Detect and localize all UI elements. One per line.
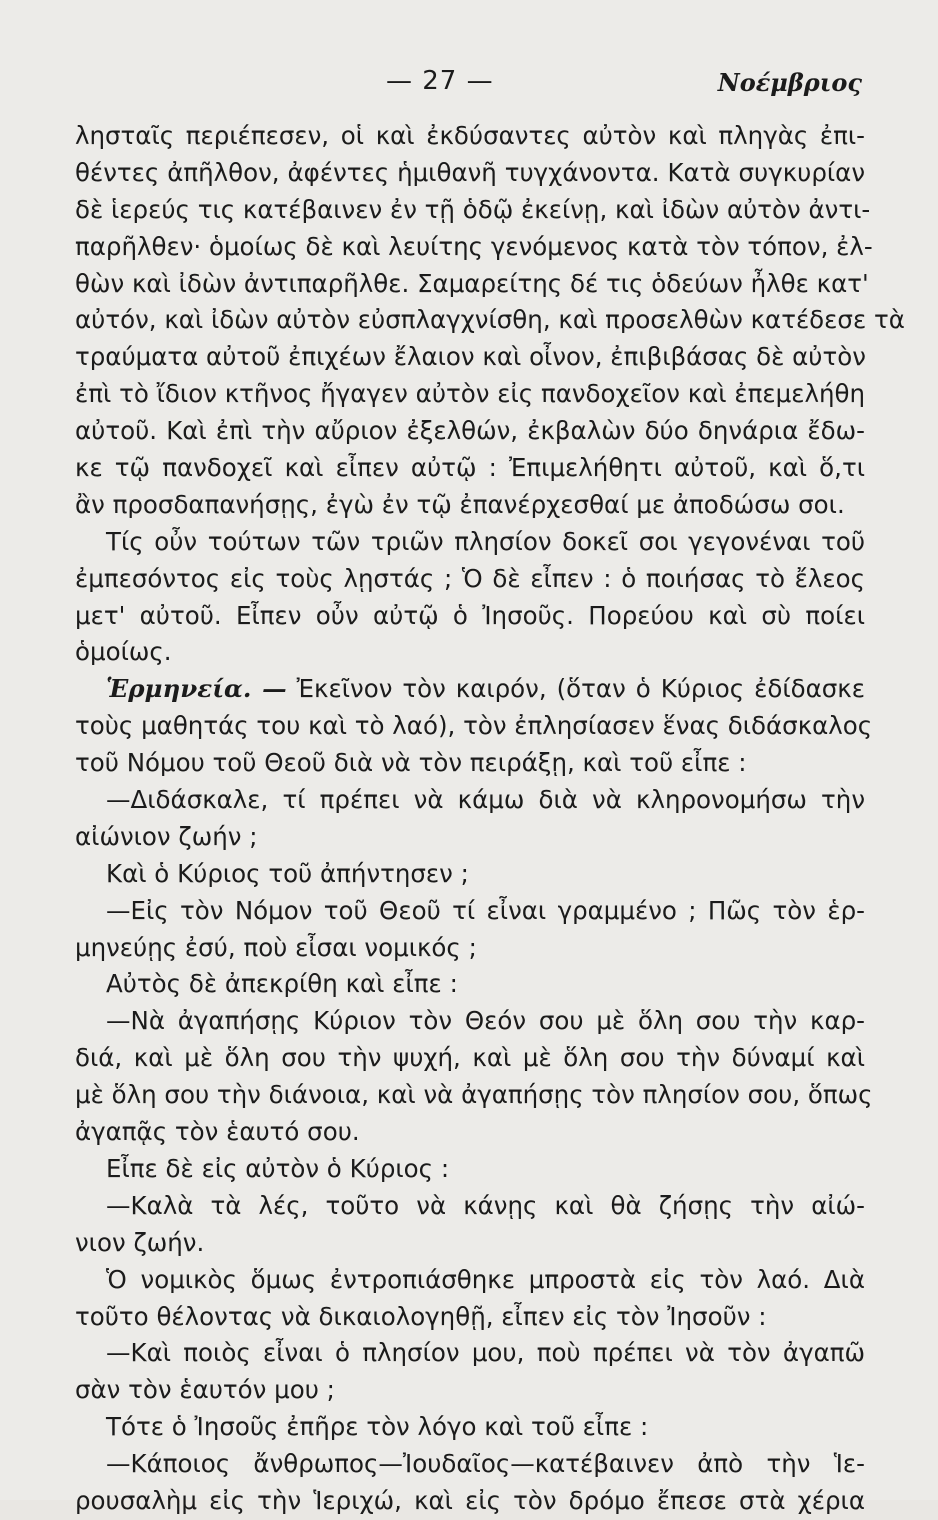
text-line: —Διδάσκαλε, τί πρέπει νὰ κάμω διὰ νὰ κληρονομήσω τὴν <box>106 785 865 815</box>
text-line: —Εἰς τὸν Νόμον τοῦ Θεοῦ τί εἶναι γραμμένο ; Πῶς τὸν ἑρ- <box>106 895 865 925</box>
text-line: —Καὶ ποιὸς εἶναι ὁ πλησίον μου, ποὺ πρέπει νὰ τὸν ἀγαπῶ <box>106 1338 865 1368</box>
text-line: κε τῷ πανδοχεῖ καὶ εἶπεν αὐτῷ : Ἐπιμελήθητι αὐτοῦ, καὶ ὅ,τι <box>75 453 865 483</box>
body-text <box>75 118 905 1520</box>
text-line: Καὶ ὁ Κύριος τοῦ ἀπήντησεν ; <box>106 858 469 888</box>
text-line: Ὁ νομικὸς ὅμως ἐντροπιάσθηκε μπροστὰ εἰς τὸν λαό. Διὰ <box>106 1264 865 1294</box>
page-number: — 27 — <box>386 66 494 96</box>
text-line: δὲ ἱερεύς τις κατέβαινεν ἐν τῇ ὁδῷ ἐκείνῃ, καὶ ἰδὼν αὐτὸν ἀντι- <box>75 194 871 224</box>
text-line: νιον ζωήν. <box>75 1227 205 1257</box>
text-line: αὐτόν, καὶ ἰδὼν αὐτὸν εὐσπλαγχνίσθη, καὶ προσελθὼν κατέδεσε τὰ <box>75 305 905 335</box>
text-line: ὁμοίως. <box>75 637 172 667</box>
text-line: —Καλὰ τὰ λές, τοῦτο νὰ κάνῃς καὶ θὰ ζήσῃς τὴν αἰώ- <box>106 1190 865 1220</box>
text-line: ἐμπεσόντος εἰς τοὺς λῃστάς ; Ὁ δὲ εἶπεν : ὁ ποιήσας τὸ ἔλεος <box>75 563 865 593</box>
text-line: τοῦ Νόμου τοῦ Θεοῦ διὰ νὰ τὸν πειράξῃ, καὶ τοῦ εἶπε : <box>75 748 747 778</box>
interpretation-text: Ἐκεῖνον τὸν καιρόν, (ὅταν ὁ Κύριος ἐδίδασκε <box>286 674 865 704</box>
text-line: θέντες ἀπῆλθον, ἀφέντες ἡμιθανῆ τυγχάνοντα. Κατὰ συγκυρίαν <box>75 157 865 187</box>
text-line: μηνεύῃς ἐσύ, ποὺ εἶσαι νομικός ; <box>75 932 477 962</box>
text-line: ἀγαπᾷς τὸν ἑαυτό σου. <box>75 1117 360 1147</box>
text-line: τραύματα αὐτοῦ ἐπιχέων ἔλαιον καὶ οἶνον, ἐπιβιβάσας δὲ αὐτὸν <box>75 342 866 372</box>
text-line: ἂν προσδαπανήσῃς, ἐγὼ ἐν τῷ ἐπανέρχεσθαί με ἀποδώσω σοι. <box>75 489 845 519</box>
text-line: λησταῖς περιέπεσεν, οἱ καὶ ἐκδύσαντες αὐτὸν καὶ πληγὰς ἐπι- <box>75 121 865 150</box>
text-line: διά, καὶ μὲ ὅλη σου τὴν ψυχή, καὶ μὲ ὅλη σου τὴν δύναμί καὶ <box>75 1043 865 1073</box>
text-line: παρῆλθεν· ὁμοίως δὲ καὶ λευίτης γενόμενος κατὰ τὸν τόπον, ἐλ- <box>75 231 873 261</box>
running-head-month: Νοέμβριος <box>717 68 862 97</box>
text-line: τοῦτο θέλοντας νὰ δικαιολογηθῇ, εἶπεν εἰς τὸν Ἰησοῦν : <box>75 1301 767 1331</box>
text-line: —Κάποιος ἄνθρωπος—Ἰουδαῖος—κατέβαινεν ἀπὸ τὴν Ἱε- <box>106 1449 865 1479</box>
text-line: αἰώνιον ζωήν ; <box>75 821 258 851</box>
text-line: σὰν τὸν ἑαυτόν μου ; <box>75 1375 335 1405</box>
text-line: αὐτοῦ. Καὶ ἐπὶ τὴν αὔριον ἐξελθών, ἐκβαλὼν δύο δηνάρια ἔδω- <box>75 416 865 446</box>
text-line: θὼν καὶ ἰδὼν ἀντιπαρῆλθε. Σαμαρείτης δέ τις ὁδεύων ἦλθε κατ' <box>75 268 869 298</box>
interpretation-label: Ἑρμηνεία. — <box>106 674 287 704</box>
text-line: τοὺς μαθητάς του καὶ τὸ λαό), τὸν ἐπλησίασεν ἕνας διδάσκαλος <box>75 711 873 741</box>
text-line: ἐπὶ τὸ ἴδιον κτῆνος ἤγαγεν αὐτὸν εἰς πανδοχεῖον καὶ ἐπεμελήθη <box>75 379 865 409</box>
interpretation-line <box>75 671 865 708</box>
text-line: Τίς οὖν τούτων τῶν τριῶν πλησίον δοκεῖ σοι γεγονέναι τοῦ <box>106 526 865 556</box>
text-line: ρουσαλὴμ εἰς τὴν Ἱεριχώ, καὶ εἰς τὸν δρόμο ἔπεσε στὰ χέρια <box>75 1485 865 1515</box>
page-header <box>0 66 938 102</box>
text-line: Αὐτὸς δὲ ἀπεκρίθη καὶ εἶπε : <box>106 969 458 999</box>
text-line: Τότε ὁ Ἰησοῦς ἐπῆρε τὸν λόγο καὶ τοῦ εἶπε : <box>106 1412 649 1442</box>
text-line: —Νὰ ἀγαπήσῃς Κύριον τὸν Θεόν σου μὲ ὅλη σου τὴν καρ- <box>106 1006 865 1036</box>
text-line: μετ' αὐτοῦ. Εἶπεν οὖν αὐτῷ ὁ Ἰησοῦς. Πορεύου καὶ σὺ ποίει <box>75 600 865 630</box>
text-line: Εἶπε δὲ εἰς αὐτὸν ὁ Κύριος : <box>106 1153 450 1183</box>
text-line: μὲ ὅλη σου τὴν διάνοια, καὶ νὰ ἀγαπήσῃς τὸν πλησίον σου, ὅπως <box>75 1080 873 1110</box>
